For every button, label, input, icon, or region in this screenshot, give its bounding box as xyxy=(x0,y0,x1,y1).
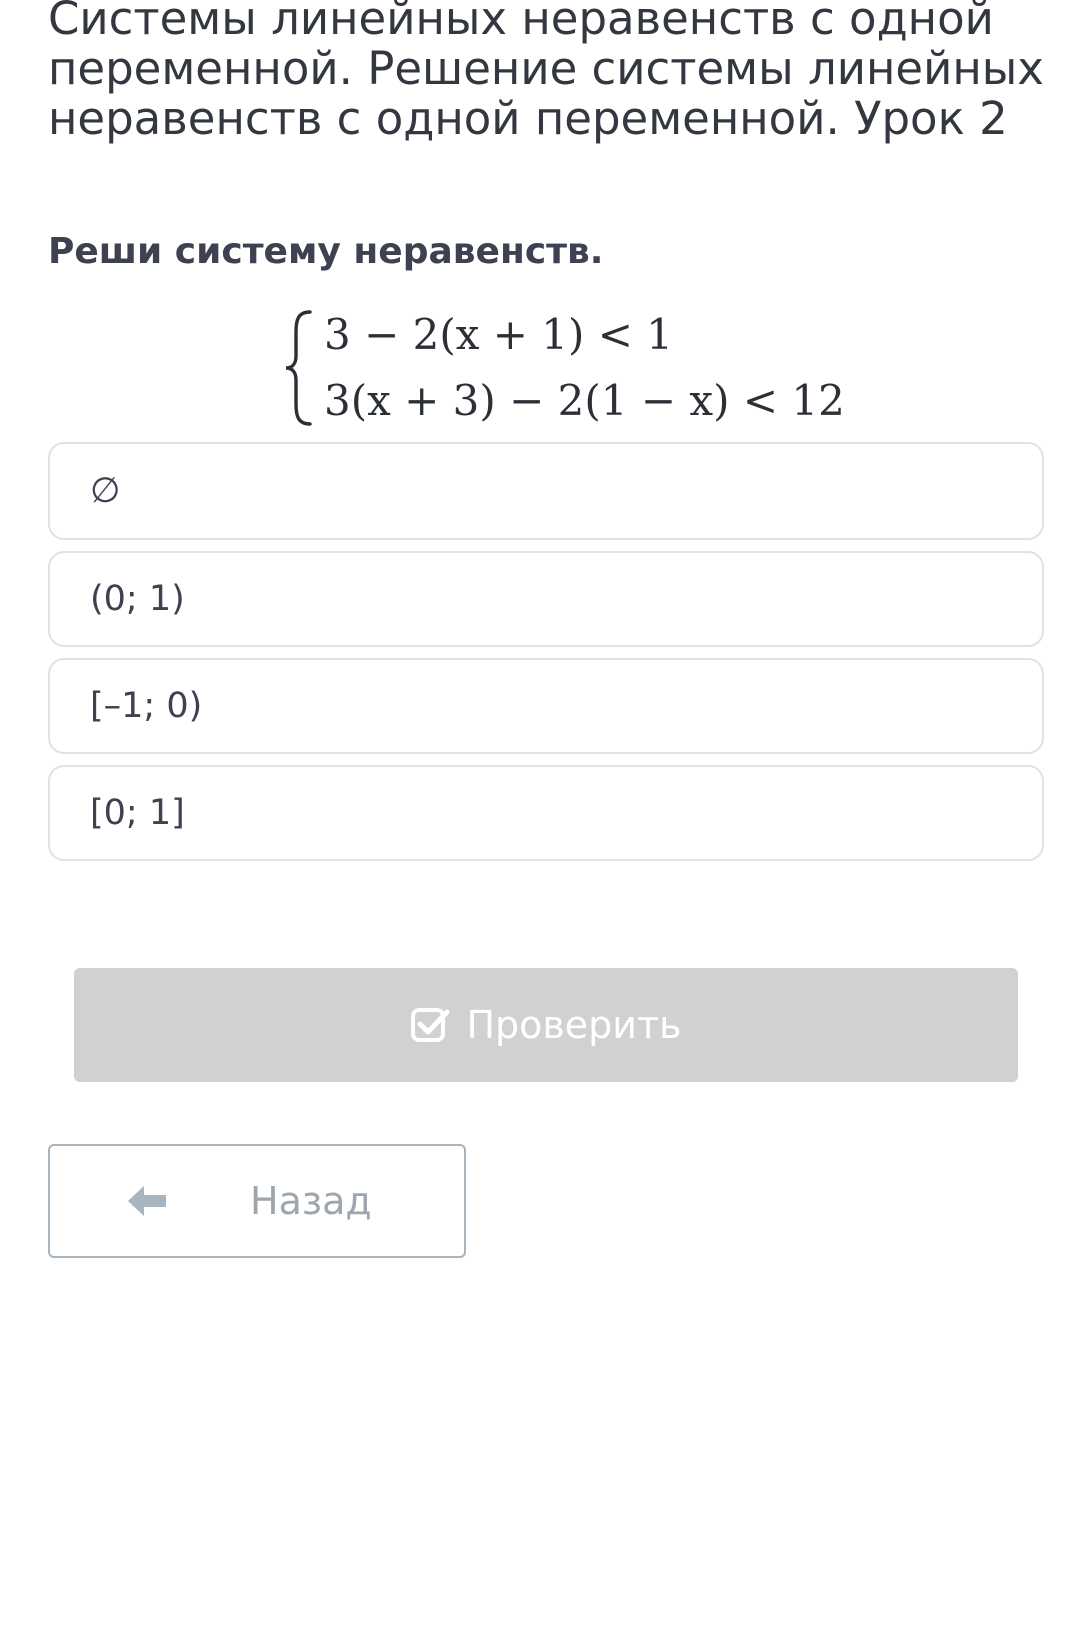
back-button-label: Назад xyxy=(250,1179,372,1223)
answer-option-empty-set[interactable]: ∅ xyxy=(48,442,1044,540)
inequality-system xyxy=(280,306,845,430)
arrow-left-icon xyxy=(126,1183,168,1219)
task-prompt: Реши систему неравенств. xyxy=(48,231,604,272)
checkbox-check-icon xyxy=(410,1005,450,1045)
check-button[interactable] xyxy=(74,968,1018,1082)
inequality-line-1: 3 − 2(x + 1) < 1 xyxy=(324,310,674,359)
back-button[interactable] xyxy=(48,1144,466,1258)
check-button-label: Проверить xyxy=(466,1003,682,1047)
answer-option-2[interactable]: (0; 1) xyxy=(48,551,1044,647)
answer-option-4[interactable]: [0; 1] xyxy=(48,765,1044,861)
lesson-title: Системы линейных неравенств с одной переменной. Решение системы линейных неравенств с одной переменной. Урок 2 xyxy=(48,0,1044,145)
inequality-line-2: 3(x + 3) − 2(1 − x) < 12 xyxy=(324,376,845,425)
curly-brace-icon xyxy=(280,306,320,430)
answer-options xyxy=(48,442,1044,872)
answer-option-3[interactable]: [–1; 0) xyxy=(48,658,1044,754)
